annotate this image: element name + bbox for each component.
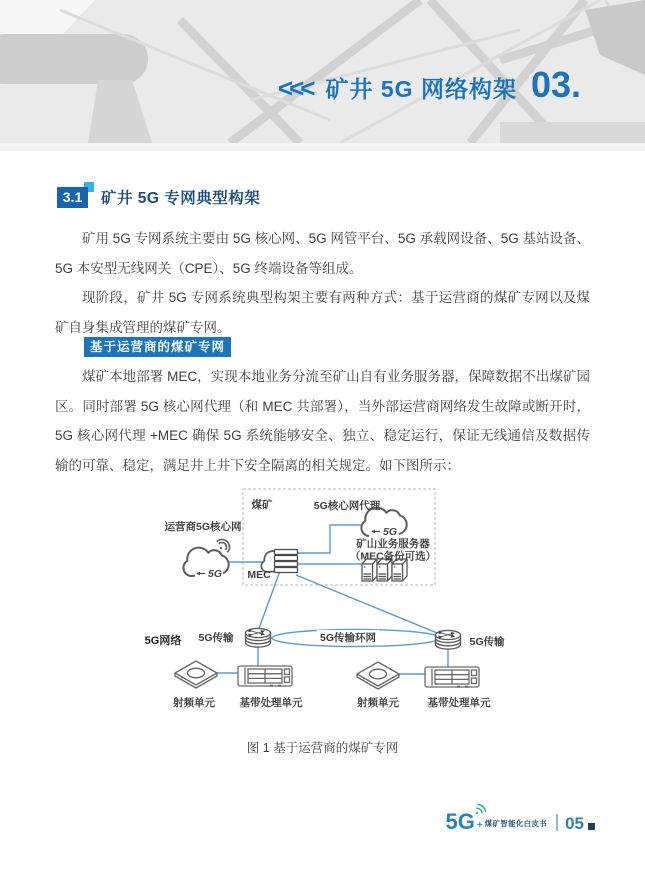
rru-icon-left xyxy=(175,661,217,688)
label-operator-core: 运营商5G核心网 xyxy=(164,521,242,533)
transport-router-icon-right xyxy=(436,630,461,649)
operator-5g-cloud-icon xyxy=(183,536,232,580)
label-bbu-left: 基带处理单元 xyxy=(239,697,303,709)
label-mine: 煤矿 xyxy=(251,499,273,511)
section-number: 3.1 xyxy=(57,187,88,208)
page-header xyxy=(0,0,645,143)
logo-plus: + xyxy=(476,820,483,831)
page-title: 矿井 5G 网络构架 xyxy=(325,76,517,102)
figure-network-diagram xyxy=(122,483,542,728)
page-number: 05 xyxy=(565,814,584,833)
paragraph: 现阶段，矿井 5G 专网系统典型构架主要有两种方式：基于运营商的煤矿专网以及煤矿自身集成管理的煤矿专网。 xyxy=(55,290,590,335)
cloud-5g-label: 5G xyxy=(208,568,223,580)
footer-square-icon xyxy=(588,823,595,830)
body-content xyxy=(55,224,590,480)
label-mine-server-1: 矿山业务服务器 xyxy=(356,538,430,550)
label-core-proxy: 5G核心网代理 xyxy=(313,500,381,512)
cloud-5g-label: 5G xyxy=(383,526,398,538)
page-footer xyxy=(445,809,595,834)
label-5g-network: 5G网络 xyxy=(144,635,182,647)
paragraph: 煤矿本地部署 MEC，实现本地业务分流至矿山自有业务服务器，保障数据不出煤矿园区。同时部署 5G 核心网代理（和 MEC 共部署），当外部运营商网络发生故障或断开时，5G 核心网代理 +MEC 确保 5G 系统能够安全、独立、稳定运行，保证无线通信及数据传输的可靠、稳定，满足井上井下安全隔离的相关规定。如下图所示： xyxy=(55,369,590,473)
label-transport-left: 5G传输 xyxy=(198,632,234,644)
transport-router-icon-left xyxy=(246,628,271,647)
figure-caption: 图 1 基于运营商的煤矿专网 xyxy=(246,741,399,755)
server-stack-icon xyxy=(275,550,298,573)
subsection-badge: 基于运营商的煤矿专网 xyxy=(84,337,231,357)
bbu-icon-left xyxy=(238,666,292,687)
label-bbu-right: 基带处理单元 xyxy=(427,697,491,709)
chapter-heading xyxy=(278,64,581,106)
label-mine-server-2: （MEC备份可选） xyxy=(349,550,437,563)
section-number-box xyxy=(57,187,88,208)
signal-icon xyxy=(473,803,488,816)
header-divider-strip xyxy=(0,143,645,151)
label-rru-left: 射频单元 xyxy=(173,697,215,709)
footer-divider xyxy=(556,814,558,831)
label-rru-right: 射频单元 xyxy=(357,697,399,709)
rru-icon-right xyxy=(357,662,399,689)
label-ring-network: 5G传输环网 xyxy=(319,632,377,644)
paragraph: 矿用 5G 专网系统主要由 5G 核心网、5G 网管平台、5G 承载网设备、5G 基站设备、5G 本安型无线网关（CPE）、5G 终端设备等组成。 xyxy=(55,231,590,276)
label-mec: MEC xyxy=(247,569,271,581)
chapter-number: 03. xyxy=(530,64,581,105)
section-title: 矿井 5G 专网典型构架 xyxy=(101,190,261,207)
logo-5g xyxy=(445,809,475,834)
logo-5g-text: 5G xyxy=(445,809,475,834)
bbu-icon-right xyxy=(425,667,479,688)
chevrons-icon: <<< xyxy=(277,73,312,103)
label-transport-right: 5G传输 xyxy=(469,636,505,648)
book-title: 煤矿智能化白皮书 xyxy=(484,819,548,828)
core-proxy-cloud-icon xyxy=(361,508,406,538)
section-heading xyxy=(57,186,260,208)
